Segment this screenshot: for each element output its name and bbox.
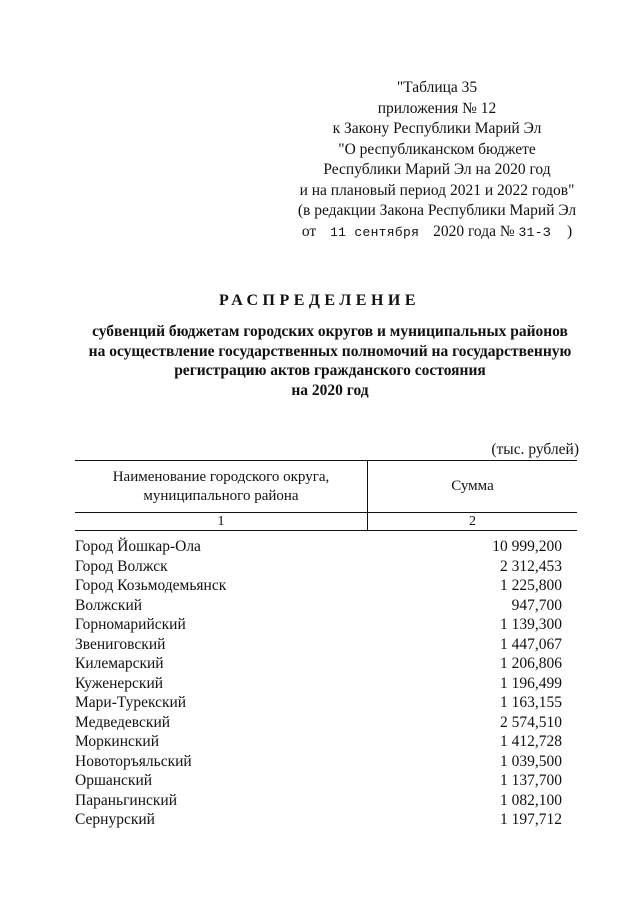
- row-value: 1 163,155: [500, 694, 562, 711]
- header-line-planning-period: и на плановый период 2021 и 2022 годов": [299, 181, 575, 199]
- table-row: [75, 615, 562, 635]
- row-value: 1 139,300: [500, 616, 562, 633]
- table-header: [75, 460, 577, 531]
- table-row: [75, 635, 562, 655]
- header-line-republic: Республики Марий Эл на 2020 год: [323, 161, 551, 178]
- header-date-filled: 11 сентября: [330, 224, 420, 240]
- row-value: 1 206,806: [500, 655, 562, 672]
- header-date-prefix: от: [301, 222, 317, 240]
- column-number-2: 2: [469, 514, 476, 529]
- row-name: Параньгинский: [75, 791, 178, 809]
- row-name: Город Йошкар-Ола: [75, 538, 201, 555]
- row-value: 1 137,700: [500, 772, 562, 789]
- table-row: [75, 771, 562, 791]
- document-subtitle: [60, 322, 600, 400]
- column-header-name-line-2: муниципального района: [143, 487, 299, 504]
- header-line-date: [292, 222, 582, 244]
- table-body: [75, 537, 562, 830]
- row-value: 947,700: [511, 596, 562, 614]
- row-name: Новоторъяльский: [75, 752, 192, 770]
- table-row: [75, 752, 562, 772]
- row-value: 2 574,510: [500, 713, 562, 731]
- row-value: 1 082,100: [500, 791, 562, 809]
- table-row: [75, 576, 562, 596]
- header-line-budget: "О республиканском бюджете: [338, 140, 536, 158]
- row-name: Мари-Турекский: [75, 694, 187, 711]
- table-column-numbers-row: [75, 513, 577, 530]
- header-date-suffix: ): [566, 222, 573, 240]
- subtitle-line-1: субвенций бюджетам городских округов и муниципальных районов: [92, 323, 568, 340]
- row-name: Медведевский: [75, 713, 171, 731]
- table-row: [75, 810, 562, 830]
- table-row: [75, 596, 562, 616]
- row-name: Моркинский: [75, 733, 160, 750]
- row-name: Горномарийский: [75, 616, 186, 633]
- row-value: 1 447,067: [500, 635, 562, 653]
- row-name: Волжский: [75, 596, 143, 614]
- table-row: [75, 791, 562, 811]
- row-value: 10 999,200: [492, 538, 562, 555]
- subtitle-line-3: регистрацию актов гражданского состояния: [174, 362, 486, 379]
- row-value: 2 312,453: [500, 557, 562, 575]
- table-row: [75, 732, 562, 752]
- table-row: [75, 557, 562, 577]
- row-value: 1 412,728: [500, 733, 562, 750]
- law-reference-header: [292, 78, 582, 243]
- row-value: 1 225,800: [500, 577, 562, 594]
- header-law-number-filled: 31-З: [518, 224, 551, 240]
- table-header-row: [75, 461, 577, 513]
- row-value: 1 196,499: [500, 674, 562, 692]
- header-date-middle: 2020 года №: [433, 222, 515, 240]
- row-name: Звениговский: [75, 635, 166, 653]
- table-row: [75, 654, 562, 674]
- row-name: Килемарский: [75, 655, 164, 672]
- document-title: РАСПРЕДЕЛЕНИЕ: [218, 292, 421, 309]
- column-header-name: [75, 461, 368, 512]
- header-line-appendix: приложения № 12: [377, 99, 497, 117]
- row-name: Оршанский: [75, 772, 153, 789]
- row-name: Город Козьмодемьянск: [75, 577, 227, 594]
- column-header-sum: Сумма: [451, 478, 494, 494]
- column-number-1: 1: [75, 513, 368, 530]
- units-label: (тыс. рублей): [491, 441, 579, 458]
- row-name: Сернурский: [75, 811, 155, 828]
- header-line-law: к Закону Республики Марий Эл: [332, 120, 542, 137]
- table-row: [75, 537, 562, 557]
- table-row: [75, 713, 562, 733]
- row-name: Куженерский: [75, 674, 164, 692]
- row-name: Город Волжск: [75, 557, 168, 575]
- table-row: [75, 674, 562, 694]
- row-value: 1 039,500: [500, 752, 562, 770]
- column-header-name-line-1: Наименование городского округа,: [112, 468, 330, 485]
- subtitle-line-2: на осуществление государственных полномочий на государственную: [88, 342, 572, 360]
- header-line-table-number: "Таблица 35: [396, 79, 478, 96]
- row-value: 1 197,712: [500, 811, 562, 828]
- header-line-edition: (в редакции Закона Республики Марий Эл: [297, 202, 577, 219]
- subtitle-line-4: на 2020 год: [291, 381, 369, 399]
- table-row: [75, 693, 562, 713]
